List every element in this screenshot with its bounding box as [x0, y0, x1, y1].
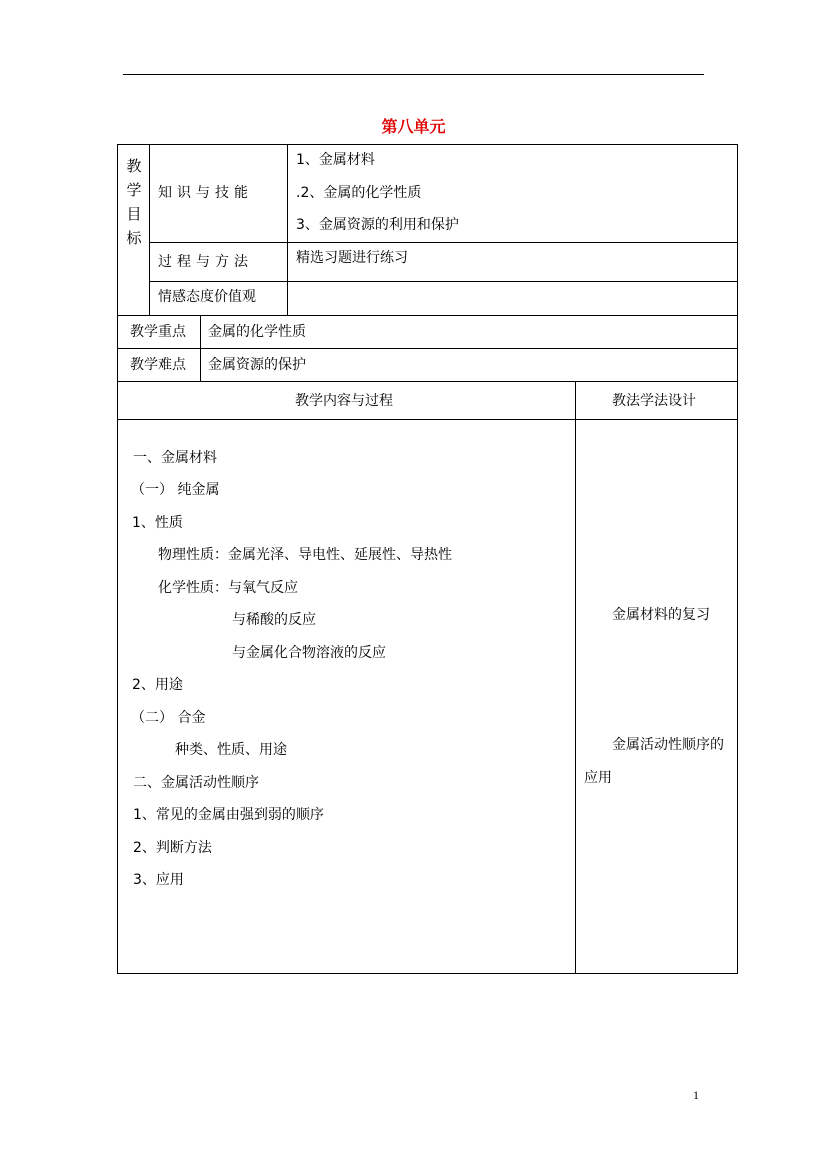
content-line: 3、应用	[133, 872, 184, 888]
method-note: 金属活动性顺序的	[612, 737, 724, 753]
content-header: 教学内容与过程	[295, 393, 393, 409]
content-line: （二） 合金	[131, 710, 206, 726]
knowledge-item: 1、金属材料	[296, 152, 375, 168]
divider	[575, 381, 576, 974]
divider	[149, 242, 738, 243]
process-value: 精选习题进行练习	[296, 250, 408, 266]
key-point-value: 金属的化学性质	[208, 324, 306, 340]
header-rule	[123, 74, 704, 75]
content-line: 1、性质	[132, 515, 183, 531]
difficulty-label: 教学难点	[130, 357, 186, 373]
divider	[287, 144, 288, 316]
divider	[149, 144, 150, 316]
difficulty-value: 金属资源的保护	[208, 357, 306, 373]
objectives-group-label: 教 学 目 标	[126, 157, 142, 247]
method-note: 应用	[584, 770, 612, 786]
content-line: 种类、性质、用途	[175, 742, 287, 758]
divider	[149, 281, 738, 282]
divider	[117, 419, 738, 420]
content-table	[117, 381, 738, 974]
content-line: 2、判断方法	[133, 840, 212, 856]
page-title: 第八单元	[381, 117, 446, 136]
knowledge-label: 知识与技能	[158, 185, 253, 201]
content-line: （一） 纯金属	[131, 482, 220, 498]
divider	[117, 348, 738, 349]
content-line: 2、用途	[132, 677, 183, 693]
page-number: 1	[693, 1088, 699, 1102]
content-line: 化学性质：与氧气反应	[158, 580, 298, 596]
content-line: 物理性质：金属光泽、导电性、延展性、导热性	[158, 547, 452, 563]
content-line: 与稀酸的反应	[232, 612, 316, 628]
knowledge-item: 3、金属资源的利用和保护	[296, 217, 459, 233]
key-point-label: 教学重点	[130, 324, 186, 340]
divider	[200, 315, 201, 382]
process-label: 过程与方法	[158, 254, 253, 270]
emotion-label: 情感态度价值观	[158, 289, 256, 305]
content-line: 一、金属材料	[133, 450, 217, 466]
content-line: 1、常见的金属由强到弱的顺序	[133, 807, 324, 823]
method-note: 金属材料的复习	[612, 607, 710, 623]
content-line: 与金属化合物溶液的反应	[232, 645, 386, 661]
content-line: 二、金属活动性顺序	[133, 775, 259, 791]
method-header: 教法学法设计	[612, 393, 696, 409]
knowledge-item: .2、金属的化学性质	[296, 185, 422, 201]
